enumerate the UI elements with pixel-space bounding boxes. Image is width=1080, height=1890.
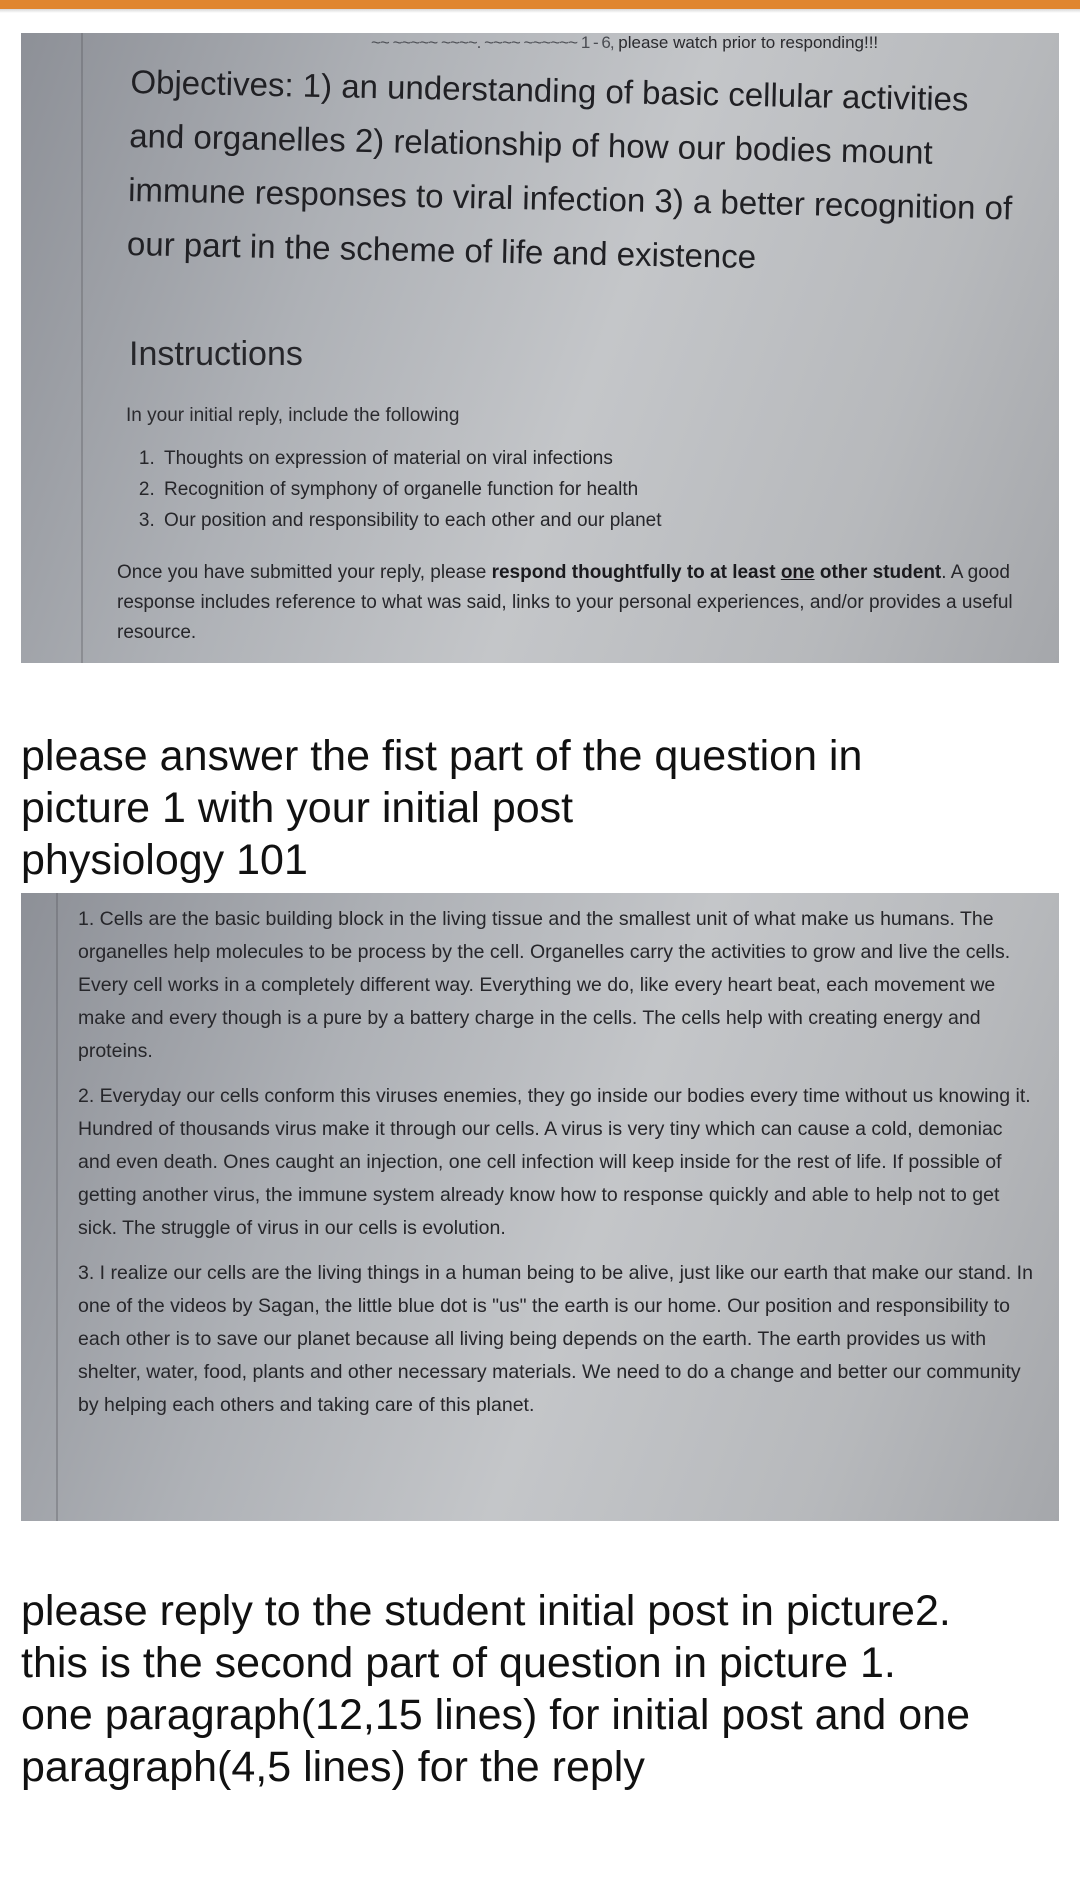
student-post-paragraph-1: 1. Cells are the basic building block in the living tissue and the smallest unit of what make us humans. The organelles help molecules to be process by the cell. Organelles carry the activities to grow and live the cells. Every cell works in a completely different way. Everything we do, like every heart beat, each movement we make and every though is a pure by a battery charge in the cells. The cells help with creating energy and proteins.	[78, 908, 1011, 1062]
top-bar-shadow	[0, 9, 1080, 13]
prompt-2-line-1: please reply to the student initial post in picture2.	[21, 1587, 951, 1635]
requirement-item: 2. Recognition of symphony of organelle function for health	[160, 474, 661, 505]
prompt-1-line-1: please answer the fist part of the question in	[21, 732, 863, 780]
prompt-2-line-4: paragraph(4,5 lines) for the reply	[21, 1743, 645, 1791]
paper-edge	[81, 33, 83, 663]
respond-note-bold1: respond thoughtfully to at least	[491, 562, 781, 583]
initial-reply-intro: In your initial reply, include the following	[126, 405, 460, 426]
requirements-list	[136, 443, 661, 536]
instructions-heading: Instructions	[129, 335, 303, 373]
student-post-paragraph-3: 3. I realize our cells are the living things in a human being to be alive, just like our earth that make our stand. In one of the videos by Sagan, the little blue dot is "us" the earth is our home. Our position and responsibility to each other is to save our planet because all living being depends on the earth. The earth provides us with shelter, water, food, plants and other necessary materials. We need to do a change and better our community by helping each others and taking care of this planet.	[78, 1262, 1033, 1416]
cut-off-header	[371, 33, 878, 53]
prompt-2-line-2: this is the second part of question in picture 1.	[21, 1639, 896, 1687]
student-post-paragraph-2: 2. Everyday our cells conform this viruses enemies, they go inside our bodies every time without us knowing it. Hundred of thousands virus make it through our cells. A virus is very tiny which can cause a cold, demoniac and even death. Ones caught an injection, one cell infection will keep inside for the rest of life. If possible of getting another virus, the immune system already know how to response quickly and able to help not to get sick. The struggle of virus in our cells is evolution.	[78, 1085, 1031, 1239]
respond-note-bold2: other student	[814, 562, 942, 583]
prompt-1-line-3: physiology 101	[21, 836, 308, 884]
cut-header-blurred: ~~ ~~~~~ ~~~~. ~~~~ ~~~~~~ 1 - 6,	[371, 33, 614, 52]
respond-note	[117, 558, 1017, 648]
respond-note-one: one	[780, 562, 815, 583]
requirement-item: 1. Thoughts on expression of material on viral infections	[160, 443, 661, 474]
picture-2-photo	[21, 893, 1059, 1521]
requirement-item: 3. Our position and responsibility to each other and our planet	[160, 505, 661, 536]
student-post	[78, 903, 1038, 1434]
cut-header-text: please watch prior to responding!!!	[613, 33, 879, 52]
paper-edge	[56, 893, 58, 1521]
top-accent-bar	[0, 0, 1080, 9]
prompt-1	[21, 730, 1061, 886]
picture-1-photo	[21, 33, 1059, 663]
prompt-1-line-2: picture 1 with your initial post	[21, 784, 574, 832]
objectives-text: Objectives: 1) an understanding of basic cellular activities and organelles 2) relationship of how our bodies mount immune responses to viral infection 3) a better recognition of our part in the scheme of life and existence	[126, 62, 1013, 276]
prompt-2	[21, 1585, 1061, 1793]
prompt-2-line-3: one paragraph(12,15 lines) for initial post and one	[21, 1691, 971, 1739]
respond-note-part1: Once you have submitted your reply, please	[117, 562, 492, 583]
respond-note-part2: . A good response includes reference to what was said, links to your personal experiences, and/or provides a useful resource.	[117, 562, 1013, 643]
